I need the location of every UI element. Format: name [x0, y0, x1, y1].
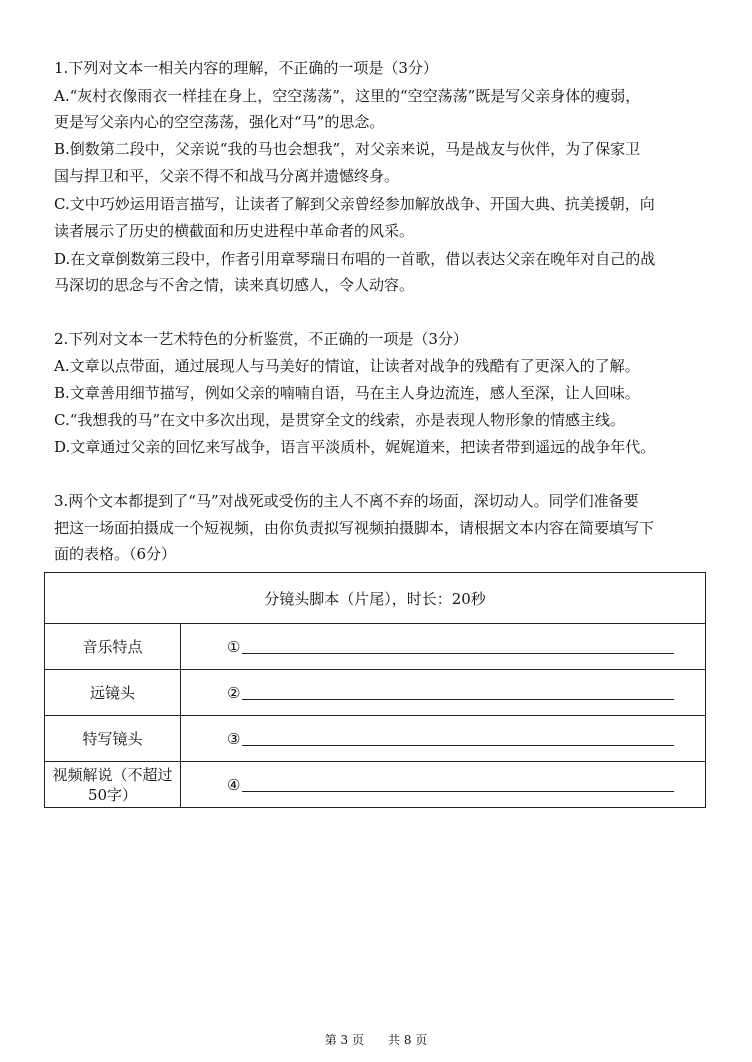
blank-mark: ④ — [227, 775, 241, 794]
row-label: 特写镜头 — [45, 716, 181, 762]
q2-option-d: D.文章通过父亲的回忆来写战争，语言平淡质朴，娓娓道来，把读者带到遥远的战争年代。 — [54, 438, 656, 456]
q1-option-c-cont: 读者展示了历史的横截面和历史进程中革命者的风采。 — [54, 222, 415, 240]
table-row — [45, 716, 706, 762]
blank-mark: ① — [227, 637, 241, 656]
table-header-row — [45, 573, 706, 624]
row-label: 远镜头 — [45, 670, 181, 716]
answer-blank-2[interactable] — [181, 670, 706, 716]
q2-stem: 2.下列对文本一艺术特色的分析鉴赏，不正确的一项是（3分） — [54, 330, 468, 348]
q3-stem-line2: 把这一场面拍摄成一个短视频，由你负责拟写视频拍摄脚本，请根据文本内容在简要填写下 — [54, 519, 655, 537]
q2-option-c: C.“我想我的马”在文中多次出现，是贯穿全文的线索，亦是表现人物形象的情感主线。 — [54, 411, 626, 429]
q3-stem-line1: 3.两个文本都提到了“马”对战死或受伤的主人不离不弃的场面，深切动人。同学们准备要 — [54, 492, 639, 510]
answer-blank-1[interactable] — [181, 624, 706, 670]
blank-mark: ③ — [227, 729, 241, 748]
q3-stem-line3: 面的表格。（6分） — [54, 545, 177, 563]
row-label: 音乐特点 — [45, 624, 181, 670]
script-table — [44, 572, 706, 808]
q1-stem: 1.下列对文本一相关内容的理解，不正确的一项是（3分） — [54, 59, 438, 77]
q1-option-c: C.文中巧妙运用语言描写，让读者了解到父亲曾经参加解放战争、开国大典、抗美援朝，向 — [54, 195, 655, 213]
q1-option-d-cont: 马深切的思念与不舍之情，读来真切感人，令人动容。 — [54, 276, 415, 294]
q2-option-a: A.文章以点带面，通过展现人与马美好的情谊，让读者对战争的残酷有了更深入的了解。 — [54, 357, 640, 375]
blank-underline — [242, 731, 674, 746]
row-label: 视频解说（不超过50字） — [45, 762, 181, 808]
q1-option-b: B.倒数第二段中，父亲说“我的马也会想我”，对父亲来说，马是战友与伙伴，为了保家卫 — [54, 140, 641, 158]
blank-underline — [242, 777, 674, 792]
table-row — [45, 762, 706, 808]
table-row — [45, 670, 706, 716]
q1-option-a: A.“灰村衣像雨衣一样挂在身上，空空荡荡”，这里的“空空荡荡”既是写父亲身体的瘦弱， — [54, 87, 641, 105]
table-header: 分镜头脚本（片尾），时长：20秒 — [45, 573, 706, 624]
blank-underline — [242, 685, 674, 700]
answer-blank-4[interactable] — [181, 762, 706, 808]
answer-blank-3[interactable] — [181, 716, 706, 762]
q1-option-b-cont: 国与捍卫和平，父亲不得不和战马分离并遗憾终身。 — [54, 167, 400, 185]
blank-underline — [242, 639, 674, 654]
q1-option-a-cont: 更是写父亲内心的空空荡荡，强化对“马”的思念。 — [54, 113, 385, 131]
blank-mark: ② — [227, 683, 241, 702]
page-footer: 第 3 页 共 8 页 — [324, 1033, 428, 1047]
q1-option-d: D.在文章倒数第三段中，作者引用章琴瑞日布唱的一首歌，借以表达父亲在晚年对自己的战 — [54, 250, 656, 268]
table-row — [45, 624, 706, 670]
q2-option-b: B.文章善用细节描写，例如父亲的喃喃自语，马在主人身边流连，感人至深，让人回味。 — [54, 384, 640, 402]
